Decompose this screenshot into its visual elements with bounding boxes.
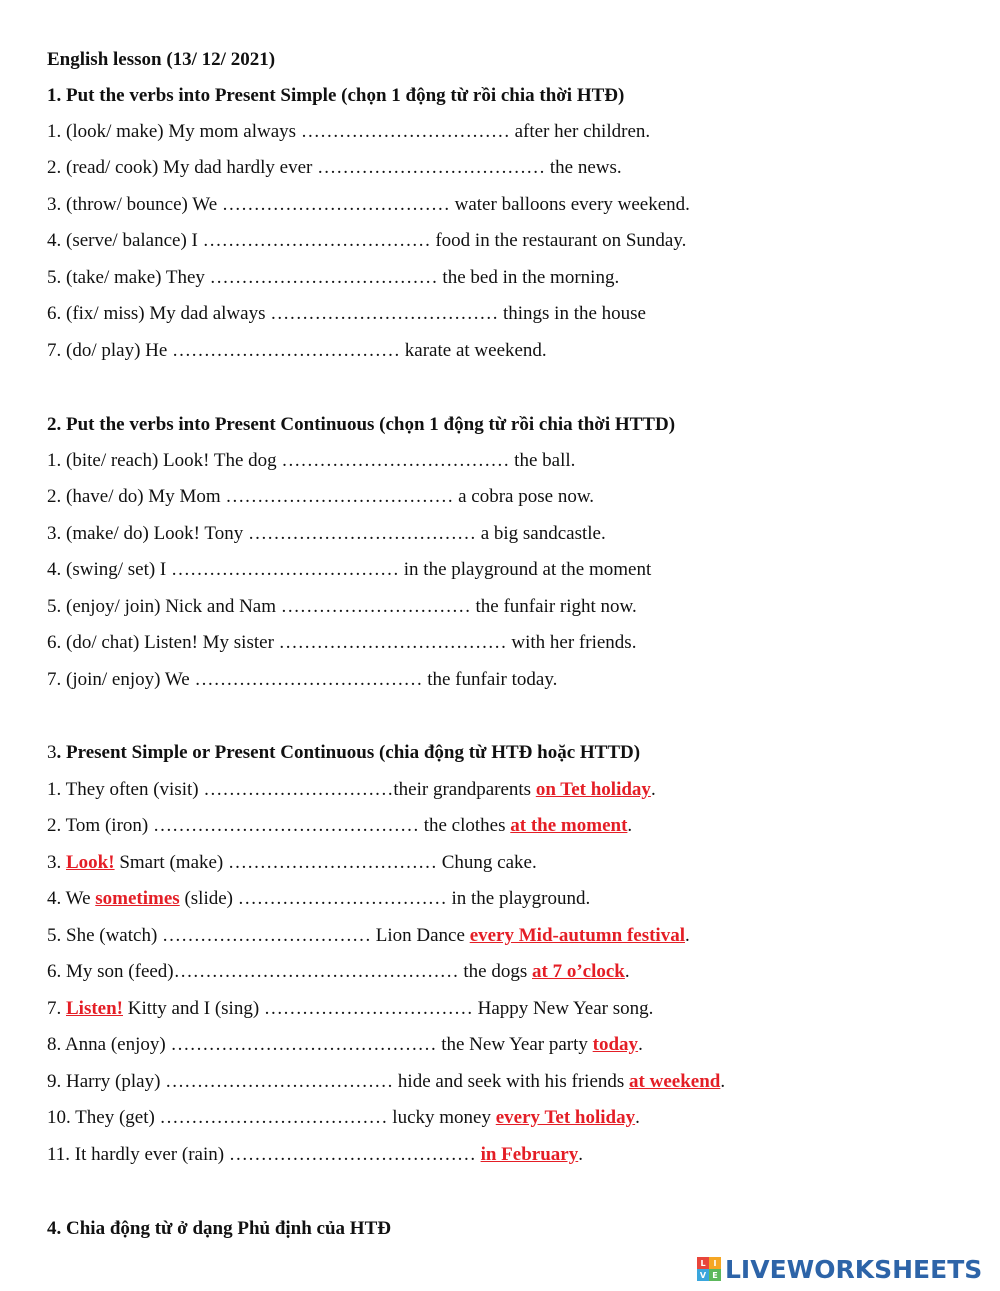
exercise-item — [47, 884, 977, 914]
exercise-item — [47, 1103, 977, 1133]
item-text-end: . — [720, 1071, 726, 1092]
item-text: 8. Anna (enjoy) …………………………………… the New Year party — [47, 1034, 593, 1055]
lesson-title: English lesson (13/ 12/ 2021) — [47, 49, 276, 70]
exercise-item: 5. (take/ make) They ……………………………… the bed in the morning. — [47, 267, 620, 288]
exercise-item: 3. (make/ do) Look! Tony ……………………………… a big sandcastle. — [47, 523, 606, 544]
exercise-item: 4. (swing/ set) I ……………………………… in the playground at the moment — [47, 559, 652, 580]
item-text: 1. They often (visit) …………………………their grandparents — [47, 779, 536, 800]
section-4-heading: 4. Chia động từ ở dạng Phủ định của HTĐ — [47, 1218, 391, 1239]
liveworksheets-logo — [697, 1252, 997, 1286]
exercise-item — [47, 994, 977, 1024]
time-signal-highlight: at 7 o’clock — [532, 961, 625, 982]
item-text: 11. It hardly ever (rain) ………………………………… — [47, 1144, 481, 1165]
section-3-heading — [47, 738, 977, 768]
item-text-end: Smart (make) …………………………… Chung cake. — [114, 852, 537, 873]
liveworksheets-logo-icon: L I V E — [697, 1257, 721, 1281]
time-signal-highlight: every Tet holiday — [495, 1107, 636, 1128]
exercise-item: 1. (look/ make) My mom always …………………………… after her children. — [47, 121, 651, 142]
item-text: 3. — [47, 852, 66, 873]
time-signal-highlight: Look! — [66, 852, 115, 873]
exercise-item — [47, 775, 977, 805]
time-signal-highlight: at the moment — [510, 815, 628, 836]
exercise-item: 2. (have/ do) My Mom ……………………………… a cobra pose now. — [47, 486, 595, 507]
section-1-heading: 1. Put the verbs into Present Simple (chọn 1 động từ rồi chia thời HTĐ) — [47, 85, 625, 106]
exercise-item: 6. (do/ chat) Listen! My sister ……………………………… with her friends. — [47, 632, 637, 653]
item-text-end: . — [578, 1144, 583, 1165]
item-text-end: . — [638, 1034, 643, 1055]
section-3-number: 3 — [47, 742, 57, 763]
section-3-title: . Present Simple or Present Continuous (chia động từ HTĐ hoặc HTTD) — [56, 742, 641, 763]
liveworksheets-wordmark: LIVEWORKSHEETS — [725, 1254, 983, 1284]
time-signal-highlight: at weekend — [629, 1071, 721, 1092]
exercise-item: 7. (do/ play) He ……………………………… karate at weekend. — [47, 340, 547, 361]
item-text-end: . — [627, 815, 633, 836]
time-signal-highlight: Listen! — [66, 998, 123, 1019]
time-signal-highlight: in February — [480, 1144, 579, 1165]
item-text-end: (slide) …………………………… in the playground. — [179, 888, 591, 909]
exercise-item — [47, 811, 977, 841]
time-signal-highlight: on Tet holiday — [535, 779, 651, 800]
exercise-item — [47, 848, 977, 878]
exercise-item: 1. (bite/ reach) Look! The dog ……………………………… the ball. — [47, 450, 576, 471]
item-text: 9. Harry (play) ……………………………… hide and seek with his friends — [47, 1071, 630, 1092]
exercise-item — [47, 1067, 977, 1097]
exercise-item — [47, 1030, 977, 1060]
item-text: 5. She (watch) …………………………… Lion Dance — [47, 925, 470, 946]
item-text: 6. My son (feed)……………………………………… the dogs — [47, 961, 532, 982]
item-text-end: . — [685, 925, 690, 946]
item-text-end: . — [635, 1107, 640, 1128]
exercise-item — [47, 921, 977, 951]
time-signal-highlight: every Mid-autumn festival — [469, 925, 685, 946]
exercise-item: 5. (enjoy/ join) Nick and Nam ………………………… the funfair right now. — [47, 596, 637, 617]
exercise-item: 3. (throw/ bounce) We ……………………………… water balloons every weekend. — [47, 194, 690, 215]
exercise-item — [47, 957, 977, 987]
item-text-end: . — [624, 961, 630, 982]
exercise-item: 4. (serve/ balance) I ……………………………… food in the restaurant on Sunday. — [47, 230, 687, 251]
exercise-item: 7. (join/ enjoy) We ……………………………… the funfair today. — [47, 669, 558, 690]
exercise-item — [47, 1140, 977, 1170]
item-text: 10. They (get) ……………………………… lucky money — [47, 1107, 496, 1128]
item-text: 2. Tom (iron) …………………………………… the clothes — [47, 815, 511, 836]
time-signal-highlight: today — [592, 1034, 639, 1055]
item-text-end: Kitty and I (sing) …………………………… Happy New Year song. — [123, 998, 654, 1019]
section-2-heading: 2. Put the verbs into Present Continuous (chọn 1 động từ rồi chia thời HTTD) — [47, 414, 676, 435]
item-text-end: . — [650, 779, 656, 800]
item-text: 4. We — [47, 888, 96, 909]
exercise-item: 2. (read/ cook) My dad hardly ever ……………………………… the news. — [47, 157, 622, 178]
exercise-item: 6. (fix/ miss) My dad always ……………………………… things in the house — [47, 303, 646, 324]
time-signal-highlight: sometimes — [95, 888, 180, 909]
item-text: 7. — [47, 998, 66, 1019]
